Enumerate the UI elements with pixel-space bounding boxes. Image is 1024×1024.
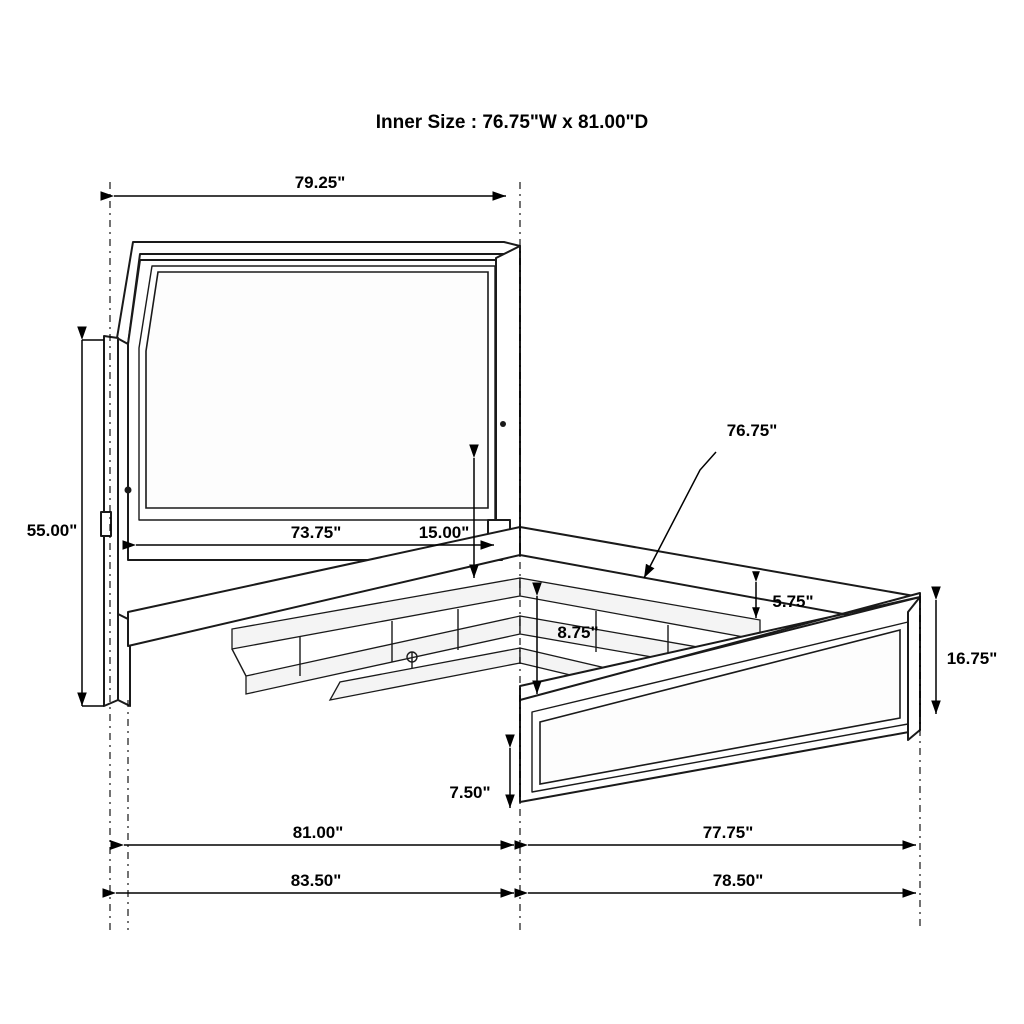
dim-footboard-height	[936, 600, 997, 714]
panel-peg-right	[500, 421, 506, 427]
dim-left-height	[27, 340, 104, 706]
dim-7850-label: 78.50"	[712, 871, 764, 890]
headboard-right-post	[496, 246, 520, 560]
dim-top-width	[114, 173, 506, 196]
panel-peg-left	[125, 487, 132, 494]
dim-footboard-lower	[449, 748, 510, 808]
dim-footboard-lower-label: 7.50"	[449, 783, 491, 802]
dim-footboard-height-label: 16.75"	[946, 649, 998, 668]
dim-headboard-gap-label: 15.00"	[418, 523, 470, 542]
footboard-right-post	[908, 597, 920, 740]
callout-inner-size-label: 76.75"	[726, 421, 778, 440]
dim-deck-height-label: 8.75"	[557, 623, 599, 642]
dim-7775-label: 77.75"	[702, 823, 754, 842]
dim-slat-gap-label: 5.75"	[772, 592, 814, 611]
dim-8350-label: 83.50"	[290, 871, 342, 890]
dim-bottom-lower	[116, 871, 916, 893]
bed-drawing	[101, 242, 920, 802]
dim-left-height-label: 55.00"	[26, 521, 78, 540]
diagram-title: Inner Size : 76.75"W x 81.00"D	[375, 112, 649, 133]
dim-top-width-label: 79.25"	[294, 173, 346, 192]
dim-inner-panel-label: 73.75"	[290, 523, 342, 542]
dim-81-label: 81.00"	[292, 823, 344, 842]
headboard-inner-panel	[146, 272, 488, 508]
